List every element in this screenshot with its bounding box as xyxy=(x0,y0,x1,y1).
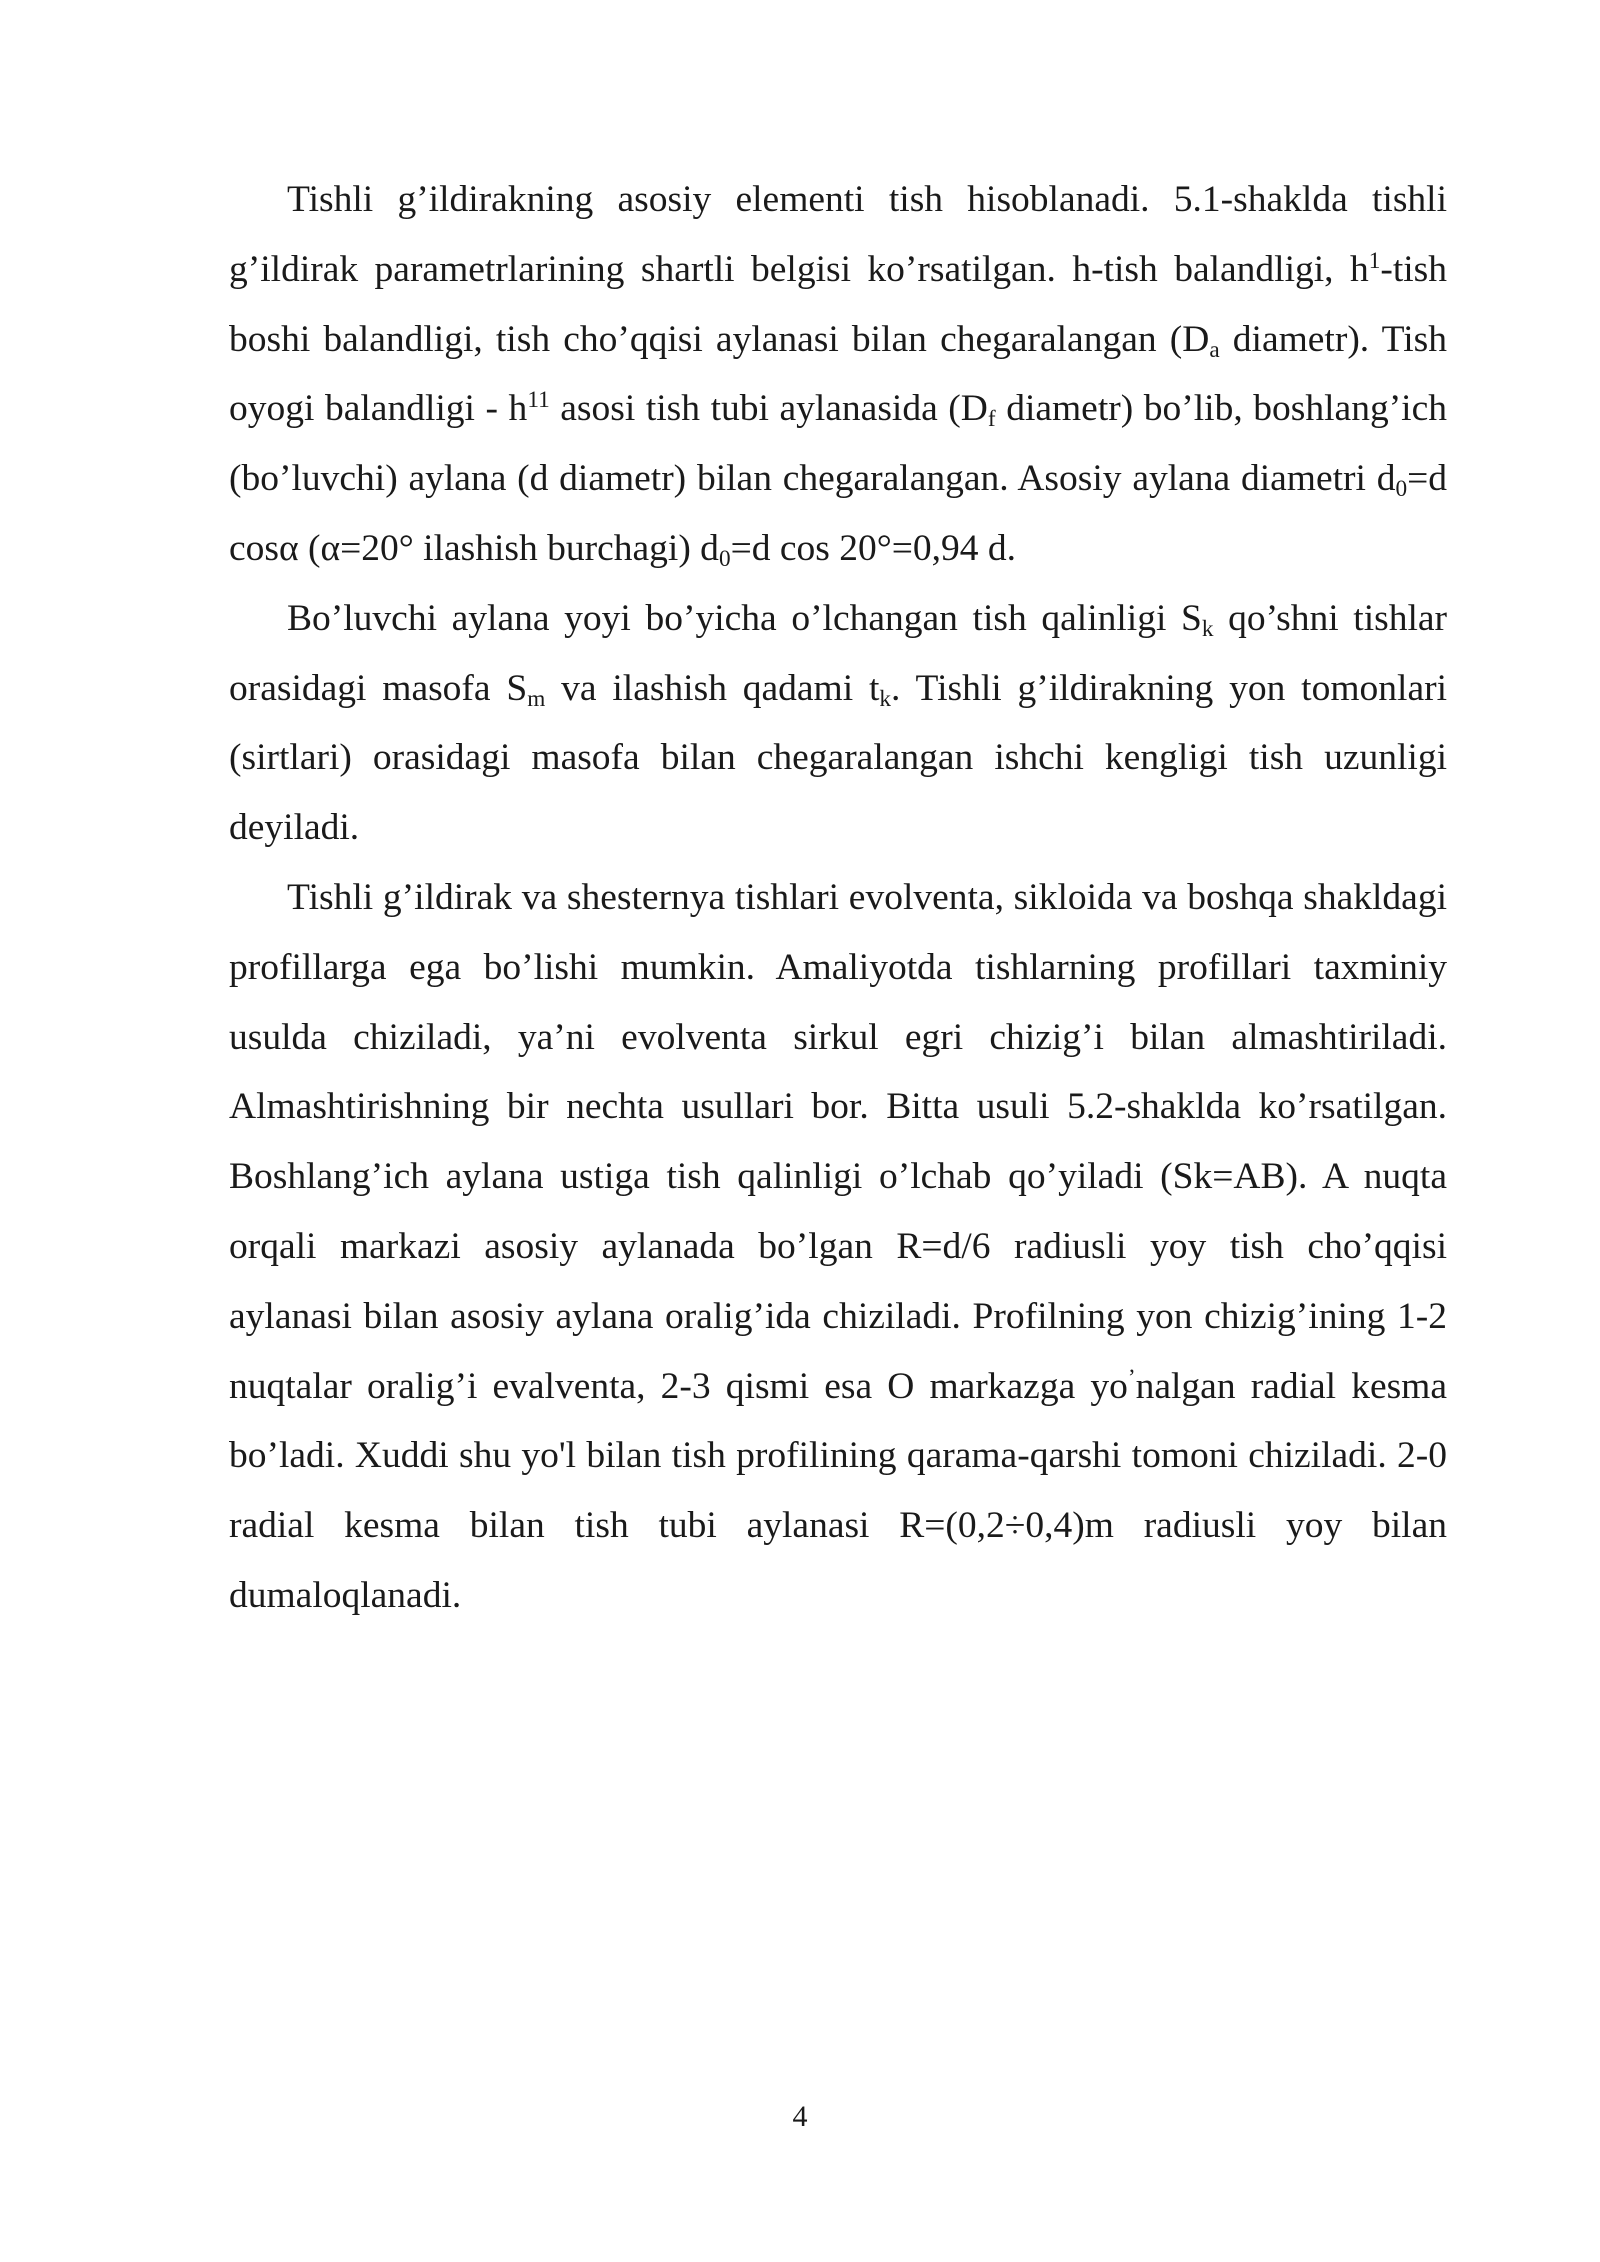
subscript-text: 0 xyxy=(1395,476,1408,502)
superscript-text: 1 xyxy=(1368,248,1381,275)
text-run: Tishli g’ildirakning asosiy elementi tish hisoblanadi. 5.1-shaklda tishli g’ildirak parametrlarining shartli belgisi ko’rsatilgan. h-tish balandligi, h xyxy=(229,179,1447,290)
page-number: 4 xyxy=(792,2100,808,2133)
subscript-text: a xyxy=(1209,336,1220,363)
text-run: =d cos 20°=0,94 d. xyxy=(730,527,1016,569)
superscript-text: ’ xyxy=(1127,1364,1136,1391)
subscript-text: 0 xyxy=(718,545,731,572)
superscript-text: 11 xyxy=(527,387,550,414)
paragraph-tooth-profiles xyxy=(229,863,1447,1631)
body-text xyxy=(229,165,1447,1631)
text-run: =d cosα (α=20° ilashish burchagi) d xyxy=(229,458,1447,569)
subscript-text: k xyxy=(1201,615,1214,642)
subscript-text: f xyxy=(987,406,996,433)
text-run: qo’shni tishlar orasidagi masofa S xyxy=(229,597,1448,709)
text-run: Bo’luvchi aylana yoyi bo’yicha o’lchangan tish qalinligi S xyxy=(287,597,1202,639)
text-run: diametr). Tish oyogi balandligi - h xyxy=(229,318,1448,430)
subscript-text: k xyxy=(879,685,891,712)
text-run: . Tishli g’ildirakning yon tomonlari (sirtlari) orasidagi masofa bilan chegaralangan ishchi kengligi tish uzunligi deyiladi. xyxy=(229,667,1447,849)
paragraph-gear-elements xyxy=(229,165,1447,584)
subscript-text: m xyxy=(527,685,546,712)
text-run: diametr) bo’lib, boshlang’ich (bo’luvchi) aylana (d diametr) bilan chegaralangan. Asosiy aylana diametri d xyxy=(229,388,1447,500)
text-run: -tish boshi balandligi, tish cho’qqisi aylanasi bilan chegaralangan (D xyxy=(229,248,1447,360)
text-run: Tishli g’ildirak va shesternya tishlari evolventa, sikloida va boshqa shakldagi profillarga ega bo’lishi mumkin. Amaliyotda tishlarning profillari taxminiy usulda chiziladi, ya’ni evolventa sirkul egri chizig’i bilan almashtiriladi. Almashtirishning bir nechta usullari bor. Bitta usuli 5.2-shaklda ko’rsatilgan. Boshlang’ich aylana ustiga tish qalinligi o’lchab qo’yiladi (Sk=AB). A nuqta orqali markazi asosiy aylanada bo’lgan R=d/6 radiusli yoy tish cho’qqisi aylanasi bilan asosiy aylana oralig’ida chiziladi. Profilning yon chizig’ining 1-2 nuqtalar oralig’i evalventa, 2-3 qismi esa O markazga yo xyxy=(229,876,1447,1407)
text-run: va ilashish qadami t xyxy=(545,667,880,709)
text-run: asosi tish tubi aylanasida (D xyxy=(549,388,988,430)
text-run: nalgan radial kesma bo’ladi. Xuddi shu yo'l bilan tish profilining qarama-qarshi tomoni chiziladi. 2-0 radial kesma bilan tish tubi aylanasi R=(0,2÷0,4)m radiusli yoy bilan dumaloqlanadi. xyxy=(229,1365,1447,1616)
paragraph-tooth-thickness xyxy=(229,584,1447,863)
